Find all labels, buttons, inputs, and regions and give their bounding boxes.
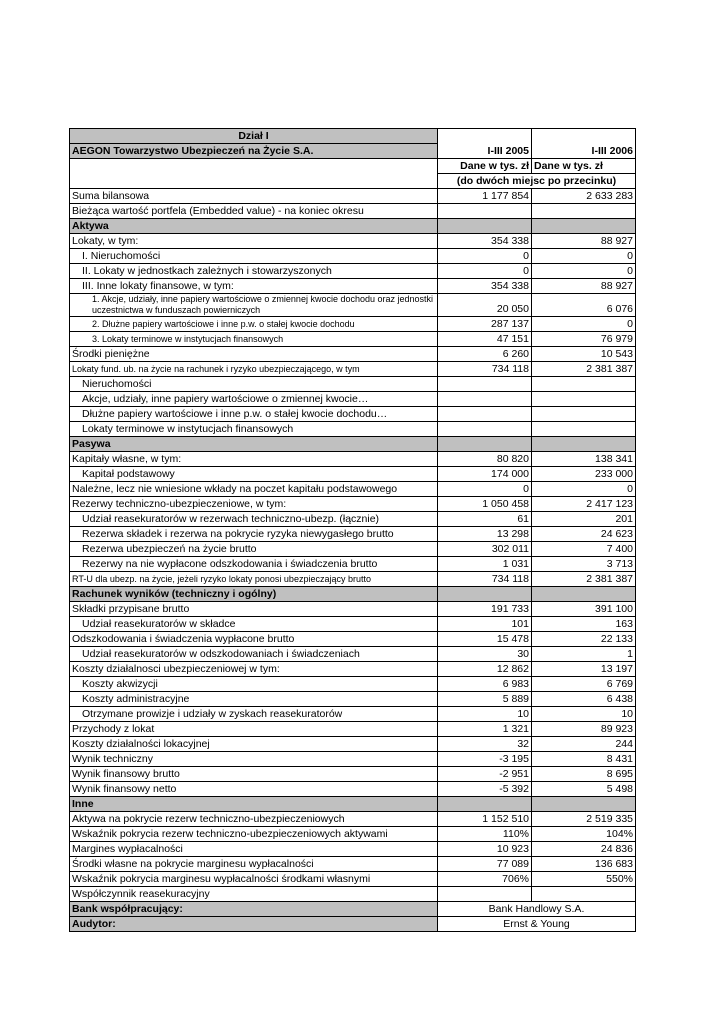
value-2005: 0 <box>438 482 532 497</box>
value-2005: 6 260 <box>438 347 532 362</box>
table-row <box>70 317 636 332</box>
table-row <box>70 557 636 572</box>
header-blank-1 <box>438 129 532 144</box>
table-row <box>70 677 636 692</box>
table-row <box>70 752 636 767</box>
table-row <box>70 572 636 587</box>
row-label: Rezerwy na nie wypłacone odszkodowania i świadczenia brutto <box>70 557 438 572</box>
table-row <box>70 294 636 317</box>
value-2005 <box>438 587 532 602</box>
value-2006: 76 979 <box>532 332 636 347</box>
value-2006: 88 927 <box>532 279 636 294</box>
section-label: Pasywa <box>70 437 438 452</box>
value-2005: 1 031 <box>438 557 532 572</box>
row-label: Rezerwa składek i rezerwa na pokrycie ryzyka niewygasłego brutto <box>70 527 438 542</box>
value-2005: 80 820 <box>438 452 532 467</box>
row-label: Wynik finansowy netto <box>70 782 438 797</box>
value-2006: 8 431 <box>532 752 636 767</box>
value-2006 <box>532 587 636 602</box>
row-label: Lokaty terminowe w instytucjach finansowych <box>70 422 438 437</box>
table-row <box>70 189 636 204</box>
section-header-row <box>70 797 636 812</box>
value-2006: 2 381 387 <box>532 572 636 587</box>
row-label: Należne, lecz nie wniesione wkłady na poczet kapitału podstawowego <box>70 482 438 497</box>
row-label: Koszty działalnosci ubezpieczeniowej w tym: <box>70 662 438 677</box>
value-2005: 32 <box>438 737 532 752</box>
bank-label: Bank współpracujący: <box>70 902 438 917</box>
financial-data-table <box>69 128 636 932</box>
row-label: Koszty administracyjne <box>70 692 438 707</box>
value-2005 <box>438 407 532 422</box>
row-label: Udział reasekuratorów w składce <box>70 617 438 632</box>
value-2005: 47 151 <box>438 332 532 347</box>
table-row <box>70 632 636 647</box>
value-2005: 1 177 854 <box>438 189 532 204</box>
auditor-label: Audytor: <box>70 917 438 932</box>
value-2005: 15 478 <box>438 632 532 647</box>
table-row <box>70 482 636 497</box>
value-2005: 174 000 <box>438 467 532 482</box>
value-2006 <box>532 204 636 219</box>
value-2006: 550% <box>532 872 636 887</box>
table-row <box>70 647 636 662</box>
period-2006: I-III 2006 <box>532 144 636 159</box>
value-2006: 5 498 <box>532 782 636 797</box>
table-row <box>70 857 636 872</box>
section-header-row <box>70 437 636 452</box>
value-2005: 10 <box>438 707 532 722</box>
table-row <box>70 264 636 279</box>
value-2006: 10 543 <box>532 347 636 362</box>
row-label: III. Inne lokaty finansowe, w tym: <box>70 279 438 294</box>
value-2005: 1 050 458 <box>438 497 532 512</box>
value-2006: 24 836 <box>532 842 636 857</box>
value-2005: 12 862 <box>438 662 532 677</box>
row-label: Środki pieniężne <box>70 347 438 362</box>
value-2006: 104% <box>532 827 636 842</box>
value-2006: 2 381 387 <box>532 362 636 377</box>
table-row <box>70 512 636 527</box>
table-row <box>70 827 636 842</box>
row-label: Bieżąca wartość portfela (Embedded value) - na koniec okresu <box>70 204 438 219</box>
row-label: Wynik finansowy brutto <box>70 767 438 782</box>
table-row <box>70 602 636 617</box>
value-2005: 13 298 <box>438 527 532 542</box>
row-label: 2. Dłużne papiery wartościowe i inne p.w. o stałej kwocie dochodu <box>70 317 438 332</box>
value-2005: 706% <box>438 872 532 887</box>
value-2005: -5 392 <box>438 782 532 797</box>
value-2006 <box>532 392 636 407</box>
row-label: Margines wypłacalności <box>70 842 438 857</box>
row-label: Dłużne papiery wartościowe i inne p.w. o stałej kwocie dochodu… <box>70 407 438 422</box>
value-2005 <box>438 392 532 407</box>
value-2005: 6 983 <box>438 677 532 692</box>
value-2005 <box>438 797 532 812</box>
section-header-row <box>70 219 636 234</box>
row-label: Koszty działalności lokacyjnej <box>70 737 438 752</box>
value-2006: 0 <box>532 249 636 264</box>
value-2005 <box>438 422 532 437</box>
table-row <box>70 332 636 347</box>
row-label: II. Lokaty w jednostkach zależnych i stowarzyszonych <box>70 264 438 279</box>
table-row <box>70 377 636 392</box>
section-label: Inne <box>70 797 438 812</box>
table-row <box>70 617 636 632</box>
row-label: I. Nieruchomości <box>70 249 438 264</box>
section-label: Aktywa <box>70 219 438 234</box>
table-row <box>70 842 636 857</box>
value-2006 <box>532 887 636 902</box>
table-row <box>70 347 636 362</box>
auditor-value: Ernst & Young <box>438 917 636 932</box>
section-header-row <box>70 587 636 602</box>
table-row <box>70 527 636 542</box>
value-2005: 0 <box>438 264 532 279</box>
value-2006: 7 400 <box>532 542 636 557</box>
row-label: Kapitały własne, w tym: <box>70 452 438 467</box>
value-2005: 5 889 <box>438 692 532 707</box>
section-title: Dział I <box>70 129 438 144</box>
value-2005 <box>438 377 532 392</box>
value-2006: 2 633 283 <box>532 189 636 204</box>
table-row <box>70 707 636 722</box>
value-2006: 6 076 <box>532 294 636 317</box>
value-2005 <box>438 204 532 219</box>
value-2006: 1 <box>532 647 636 662</box>
value-2006: 8 695 <box>532 767 636 782</box>
table-row <box>70 279 636 294</box>
unit-2006: Dane w tys. zł <box>532 159 636 174</box>
value-2005: 0 <box>438 249 532 264</box>
row-label: Suma bilansowa <box>70 189 438 204</box>
value-2005: 287 137 <box>438 317 532 332</box>
value-2005: 734 118 <box>438 362 532 377</box>
value-2005 <box>438 437 532 452</box>
row-label: Nieruchomości <box>70 377 438 392</box>
value-2006: 88 927 <box>532 234 636 249</box>
value-2006: 0 <box>532 264 636 279</box>
value-2006: 89 923 <box>532 722 636 737</box>
value-2006: 201 <box>532 512 636 527</box>
value-2005: 1 152 510 <box>438 812 532 827</box>
value-2005: 10 923 <box>438 842 532 857</box>
unit-2005: Dane w tys. zł <box>438 159 532 174</box>
value-2005: 302 011 <box>438 542 532 557</box>
row-label: Udział reasekuratorów w rezerwach techniczno-ubezp. (łącznie) <box>70 512 438 527</box>
value-2006: 163 <box>532 617 636 632</box>
row-label: Koszty akwizycji <box>70 677 438 692</box>
value-2005: 61 <box>438 512 532 527</box>
row-label: Aktywa na pokrycie rezerw techniczno-ubezpieczeniowych <box>70 812 438 827</box>
row-label: RT-U dla ubezp. na życie, jeżeli ryzyko lokaty ponosi ubezpieczający brutto <box>70 572 438 587</box>
precision-blank <box>70 174 438 189</box>
value-2005: -2 951 <box>438 767 532 782</box>
table-row <box>70 204 636 219</box>
value-2006: 233 000 <box>532 467 636 482</box>
section-label: Rachunek wyników (techniczny i ogólny) <box>70 587 438 602</box>
table-row <box>70 887 636 902</box>
value-2006: 6 769 <box>532 677 636 692</box>
value-2005: 354 338 <box>438 234 532 249</box>
value-2006 <box>532 437 636 452</box>
value-2005: 734 118 <box>438 572 532 587</box>
row-label: Współczynnik reasekuracyjny <box>70 887 438 902</box>
table-row <box>70 767 636 782</box>
value-2005 <box>438 887 532 902</box>
row-label: Środki własne na pokrycie marginesu wypłacalności <box>70 857 438 872</box>
bank-value: Bank Handlowy S.A. <box>438 902 636 917</box>
row-label: Wskaźnik pokrycia marginesu wypłacalności środkami własnymi <box>70 872 438 887</box>
row-label: 3. Lokaty terminowe w instytucjach finansowych <box>70 332 438 347</box>
value-2005: 1 321 <box>438 722 532 737</box>
table-row <box>70 497 636 512</box>
row-label: Lokaty fund. ub. na życie na rachunek i ryzyko ubezpieczającego, w tym <box>70 362 438 377</box>
header-blank-2 <box>532 129 636 144</box>
value-2005: 101 <box>438 617 532 632</box>
value-2006: 0 <box>532 317 636 332</box>
row-label: Odszkodowania i świadczenia wypłacone brutto <box>70 632 438 647</box>
table-row <box>70 782 636 797</box>
row-label: Wskaźnik pokrycia rezerw techniczno-ubezpieczeniowych aktywami <box>70 827 438 842</box>
table-row <box>70 692 636 707</box>
table-row <box>70 362 636 377</box>
table-row <box>70 422 636 437</box>
value-2006: 13 197 <box>532 662 636 677</box>
table-row <box>70 249 636 264</box>
row-label: Wynik techniczny <box>70 752 438 767</box>
value-2006: 3 713 <box>532 557 636 572</box>
value-2006: 2 519 335 <box>532 812 636 827</box>
value-2006: 22 133 <box>532 632 636 647</box>
row-label: Lokaty, w tym: <box>70 234 438 249</box>
value-2005: 354 338 <box>438 279 532 294</box>
table-row <box>70 452 636 467</box>
value-2006 <box>532 377 636 392</box>
period-2005: I-III 2005 <box>438 144 532 159</box>
precision-note: (do dwóch miejsc po przecinku) <box>438 174 636 189</box>
row-label: 1. Akcje, udziały, inne papiery wartościowe o zmiennej kwocie dochodu oraz jednostki uczestnictwa w funduszach powierniczych <box>70 294 438 317</box>
value-2006 <box>532 797 636 812</box>
table-row <box>70 467 636 482</box>
value-2006 <box>532 219 636 234</box>
table-row <box>70 722 636 737</box>
value-2005: 191 733 <box>438 602 532 617</box>
row-label: Otrzymane prowizje i udziały w zyskach reasekuratorów <box>70 707 438 722</box>
value-2006: 244 <box>532 737 636 752</box>
value-2006: 391 100 <box>532 602 636 617</box>
value-2005: 77 089 <box>438 857 532 872</box>
value-2006: 0 <box>532 482 636 497</box>
row-label: Składki przypisane brutto <box>70 602 438 617</box>
value-2006: 136 683 <box>532 857 636 872</box>
value-2006: 2 417 123 <box>532 497 636 512</box>
value-2006: 138 341 <box>532 452 636 467</box>
table-row <box>70 662 636 677</box>
value-2005: 30 <box>438 647 532 662</box>
value-2005: 110% <box>438 827 532 842</box>
value-2006 <box>532 422 636 437</box>
row-label: Przychody z lokat <box>70 722 438 737</box>
value-2006 <box>532 407 636 422</box>
row-label: Udział reasekuratorów w odszkodowaniach i świadczeniach <box>70 647 438 662</box>
value-2005: -3 195 <box>438 752 532 767</box>
table-row <box>70 812 636 827</box>
units-blank <box>70 159 438 174</box>
value-2005 <box>438 219 532 234</box>
table-row <box>70 542 636 557</box>
row-label: Rezerwy techniczno-ubezpieczeniowe, w tym: <box>70 497 438 512</box>
value-2006: 10 <box>532 707 636 722</box>
row-label: Kapitał podstawowy <box>70 467 438 482</box>
table-row <box>70 392 636 407</box>
value-2006: 24 623 <box>532 527 636 542</box>
table-row <box>70 872 636 887</box>
value-2005: 20 050 <box>438 294 532 317</box>
row-label: Rezerwa ubezpieczeń na życie brutto <box>70 542 438 557</box>
table-row <box>70 407 636 422</box>
table-row <box>70 234 636 249</box>
table-row <box>70 737 636 752</box>
value-2006: 6 438 <box>532 692 636 707</box>
company-name: AEGON Towarzystwo Ubezpieczeń na Życie S.A. <box>70 144 438 159</box>
row-label: Akcje, udziały, inne papiery wartościowe o zmiennej kwocie… <box>70 392 438 407</box>
